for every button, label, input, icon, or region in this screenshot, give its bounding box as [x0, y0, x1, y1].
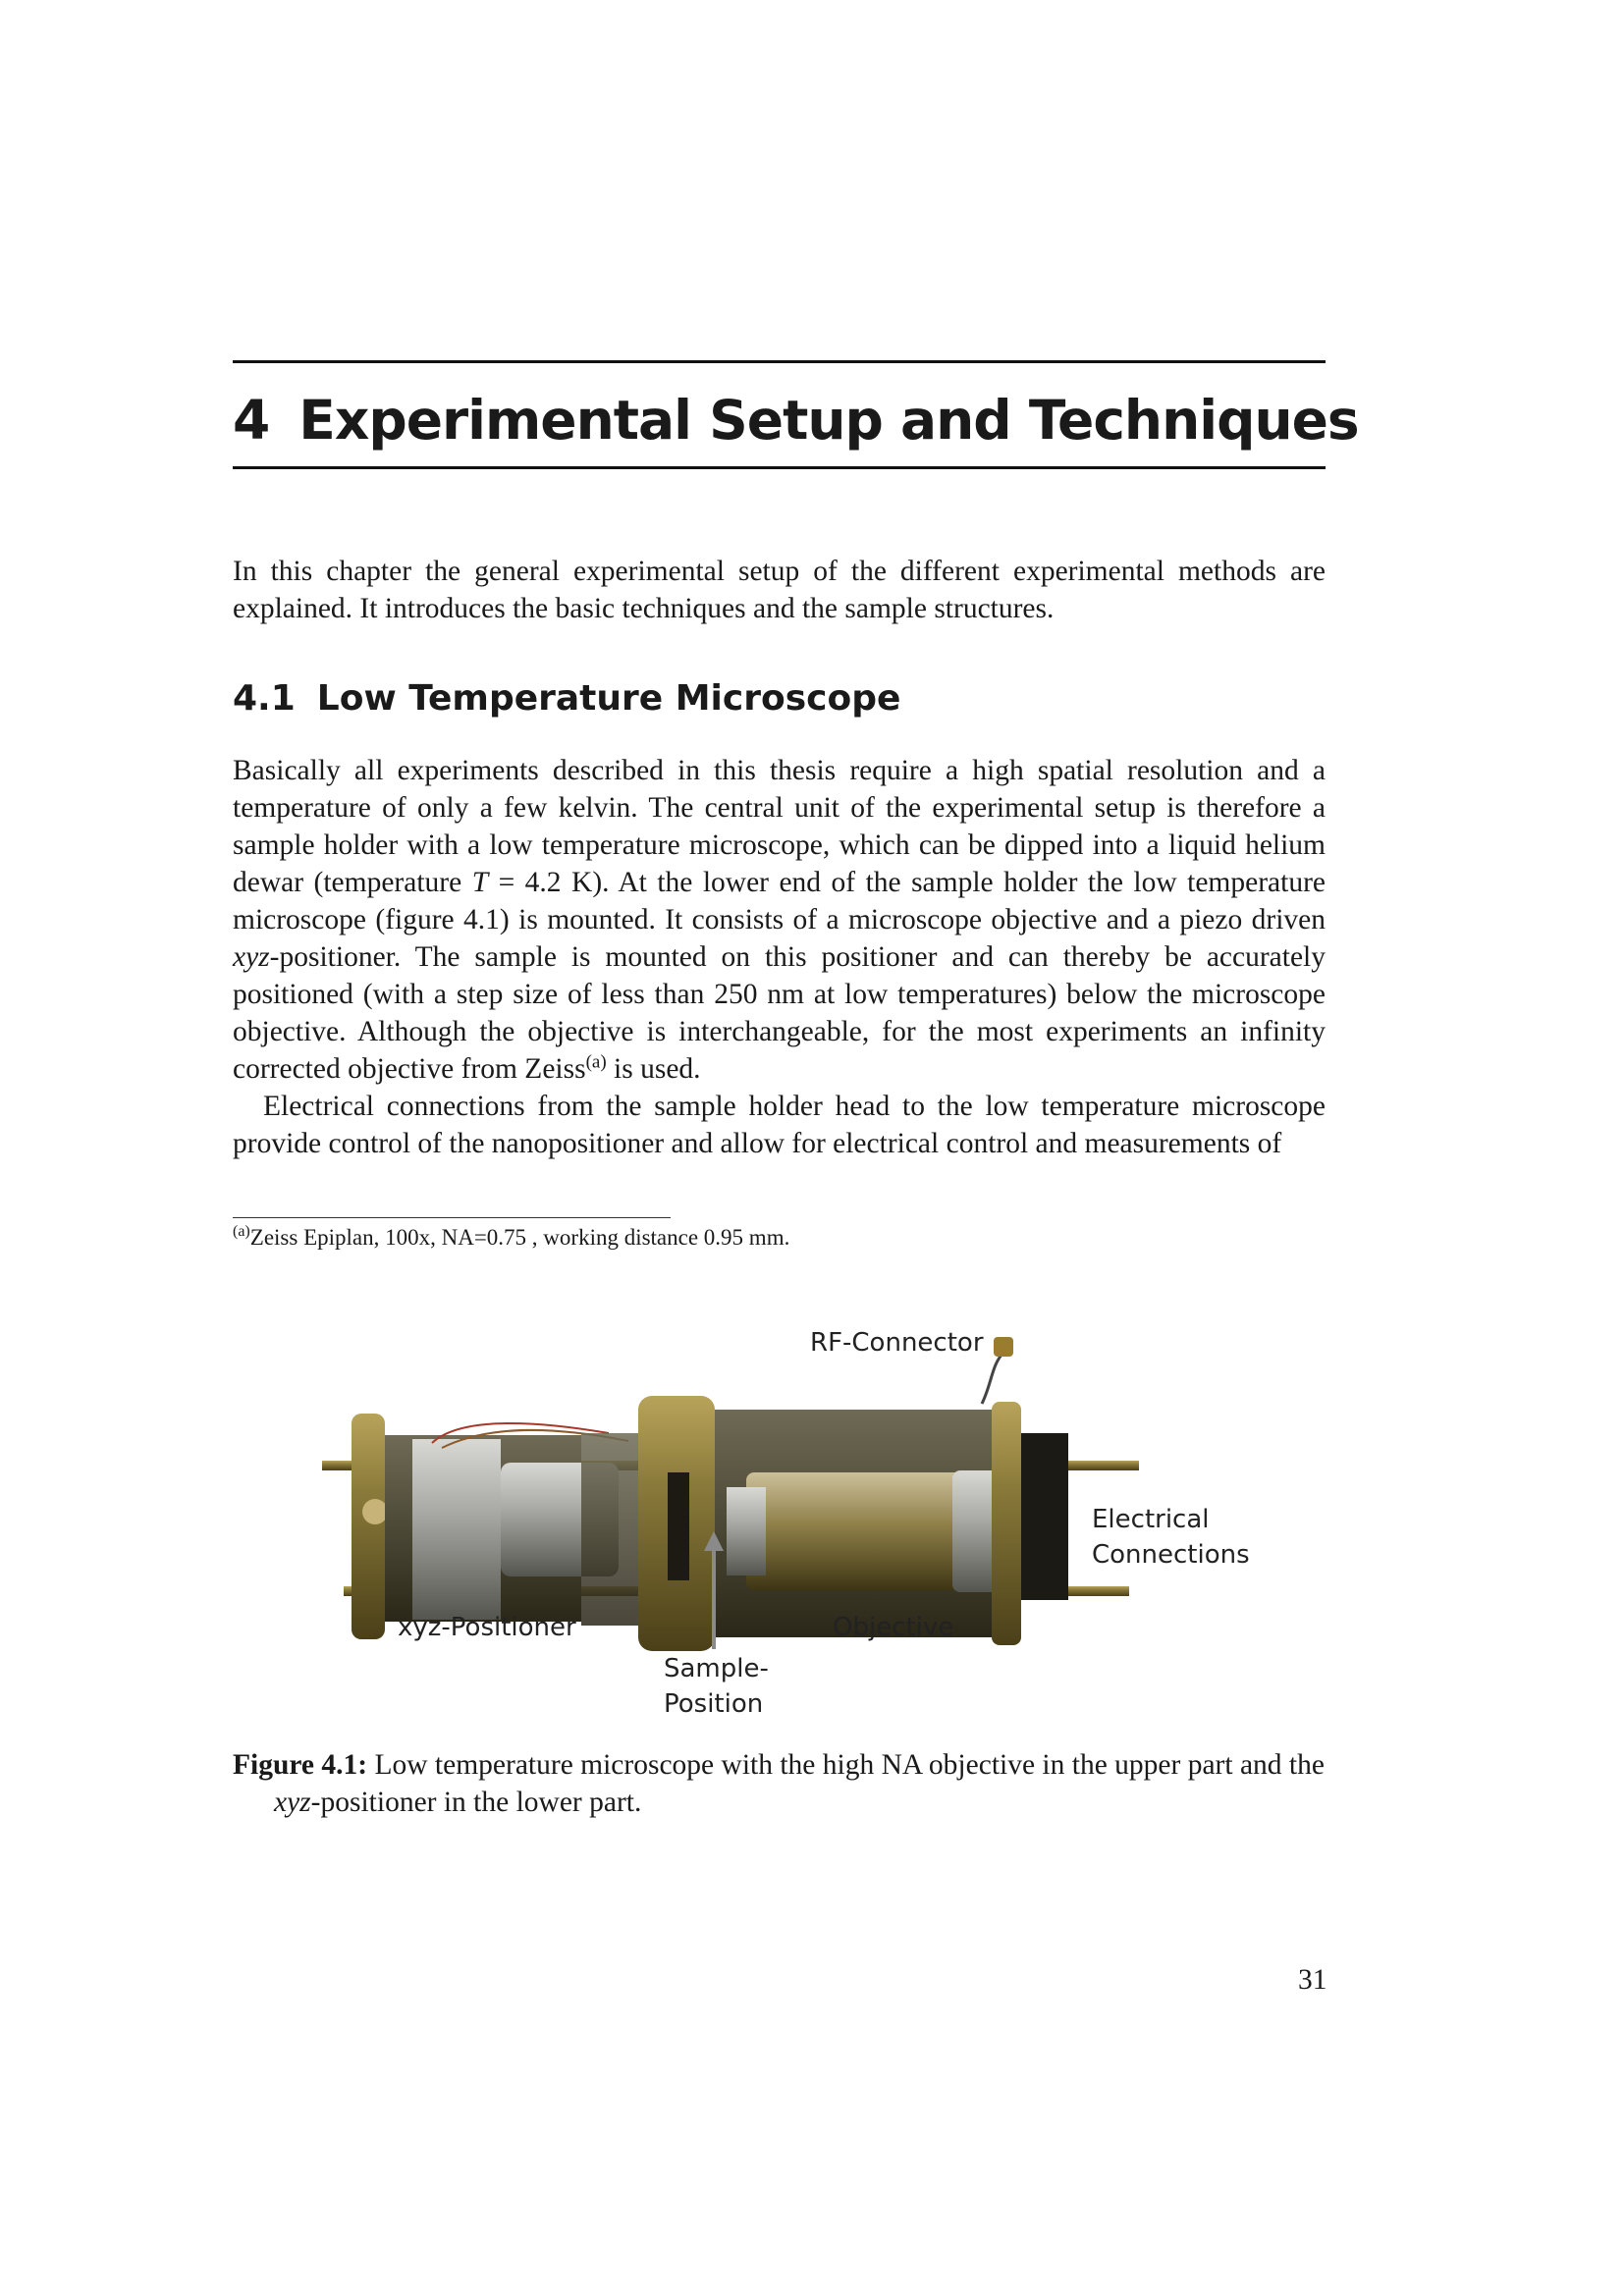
variable-xyz: xyz: [233, 941, 270, 973]
label-rf-connector: RF-Connector: [810, 1328, 984, 1358]
body-p1-part-d: is used.: [606, 1053, 701, 1085]
label-objective: Objective: [833, 1613, 954, 1642]
footnote-text: Zeiss Epiplan, 100x, NA=0.75 , working distance 0.95 mm.: [249, 1225, 790, 1250]
positioner-plates: [412, 1439, 501, 1620]
objective-cylinder: [746, 1472, 972, 1590]
section-number: 4.1: [233, 678, 296, 719]
figure-4-1: [314, 1325, 1276, 1737]
label-position: Position: [664, 1689, 764, 1719]
body-p1-part-b: = 4.2 K). At the lower end of the sample holder the low temperature microscope (figure 4.1) is mounted. It consists of a microscope objective and a piezo driven: [233, 867, 1326, 935]
body-paragraph-2: Electrical connections from the sample holder head to the low temperature microscope provide control of the nanopositioner and allow for electrical control and measurements of: [233, 1091, 1326, 1159]
label-electrical: Electrical: [1092, 1505, 1210, 1534]
body-p1-part-c: -positioner. The sample is mounted on this positioner and can thereby be accurately positioned (with a step size of less than 250 nm at low temperatures) below the microscope objective. Although the objective is interchangeable, for the most experiments an infinity corrected objective from Zeiss: [233, 941, 1326, 1085]
objective-tip: [727, 1487, 766, 1575]
intro-paragraph: [233, 553, 1326, 627]
footnote-rule: [233, 1217, 671, 1218]
chapter-title: Experimental Setup and Techniques: [298, 389, 1359, 452]
chapter-top-rule: [233, 360, 1326, 363]
footnote: [233, 1225, 789, 1251]
sample-slot: [668, 1472, 689, 1580]
connector-pins: [1021, 1433, 1068, 1600]
section-heading: [233, 678, 900, 719]
caption-text-a: Low temperature microscope with the high NA objective in the upper part and the: [367, 1749, 1325, 1781]
body-paragraph-1: [233, 752, 1326, 1088]
rf-connector-icon: [994, 1337, 1013, 1357]
chapter-number: 4: [233, 389, 270, 452]
rf-cable: [982, 1353, 1003, 1404]
left-end-plate: [352, 1414, 385, 1639]
section-title: Low Temperature Microscope: [316, 678, 901, 719]
caption-label: Figure 4.1:: [233, 1749, 368, 1781]
label-xyz-positioner: xyz-Positioner: [398, 1613, 576, 1642]
chapter-heading: [233, 389, 1359, 452]
label-sample: Sample-: [664, 1654, 769, 1683]
right-end-plate: [992, 1402, 1021, 1645]
cage-frame: [581, 1433, 640, 1626]
intro-text: In this chapter the general experimental setup of the different experimental methods are explained. It introduces the basic techniques and the sample structures.: [233, 556, 1326, 624]
body-text: [233, 752, 1326, 1162]
caption-text-b: -positioner in the lower part.: [310, 1787, 642, 1818]
caption-variable-xyz: xyz: [274, 1787, 311, 1818]
footnote-mark: (a): [233, 1223, 250, 1241]
page-number: 31: [1298, 1964, 1327, 1996]
variable-T: T: [471, 867, 489, 898]
left-knob: [362, 1499, 388, 1524]
figure-caption: [233, 1746, 1326, 1821]
label-connections: Connections: [1092, 1540, 1250, 1570]
footnote-reference: (a): [585, 1051, 607, 1073]
body-p1-part-a: Basically all experiments described in this thesis require a high spatial resolution and a temperature of only a few kelvin. The central unit of the experimental setup is therefore a sample holder with a low temperature microscope, which can be dipped into a liquid helium dewar (temperature: [233, 755, 1326, 898]
chapter-bottom-rule: [233, 466, 1326, 469]
